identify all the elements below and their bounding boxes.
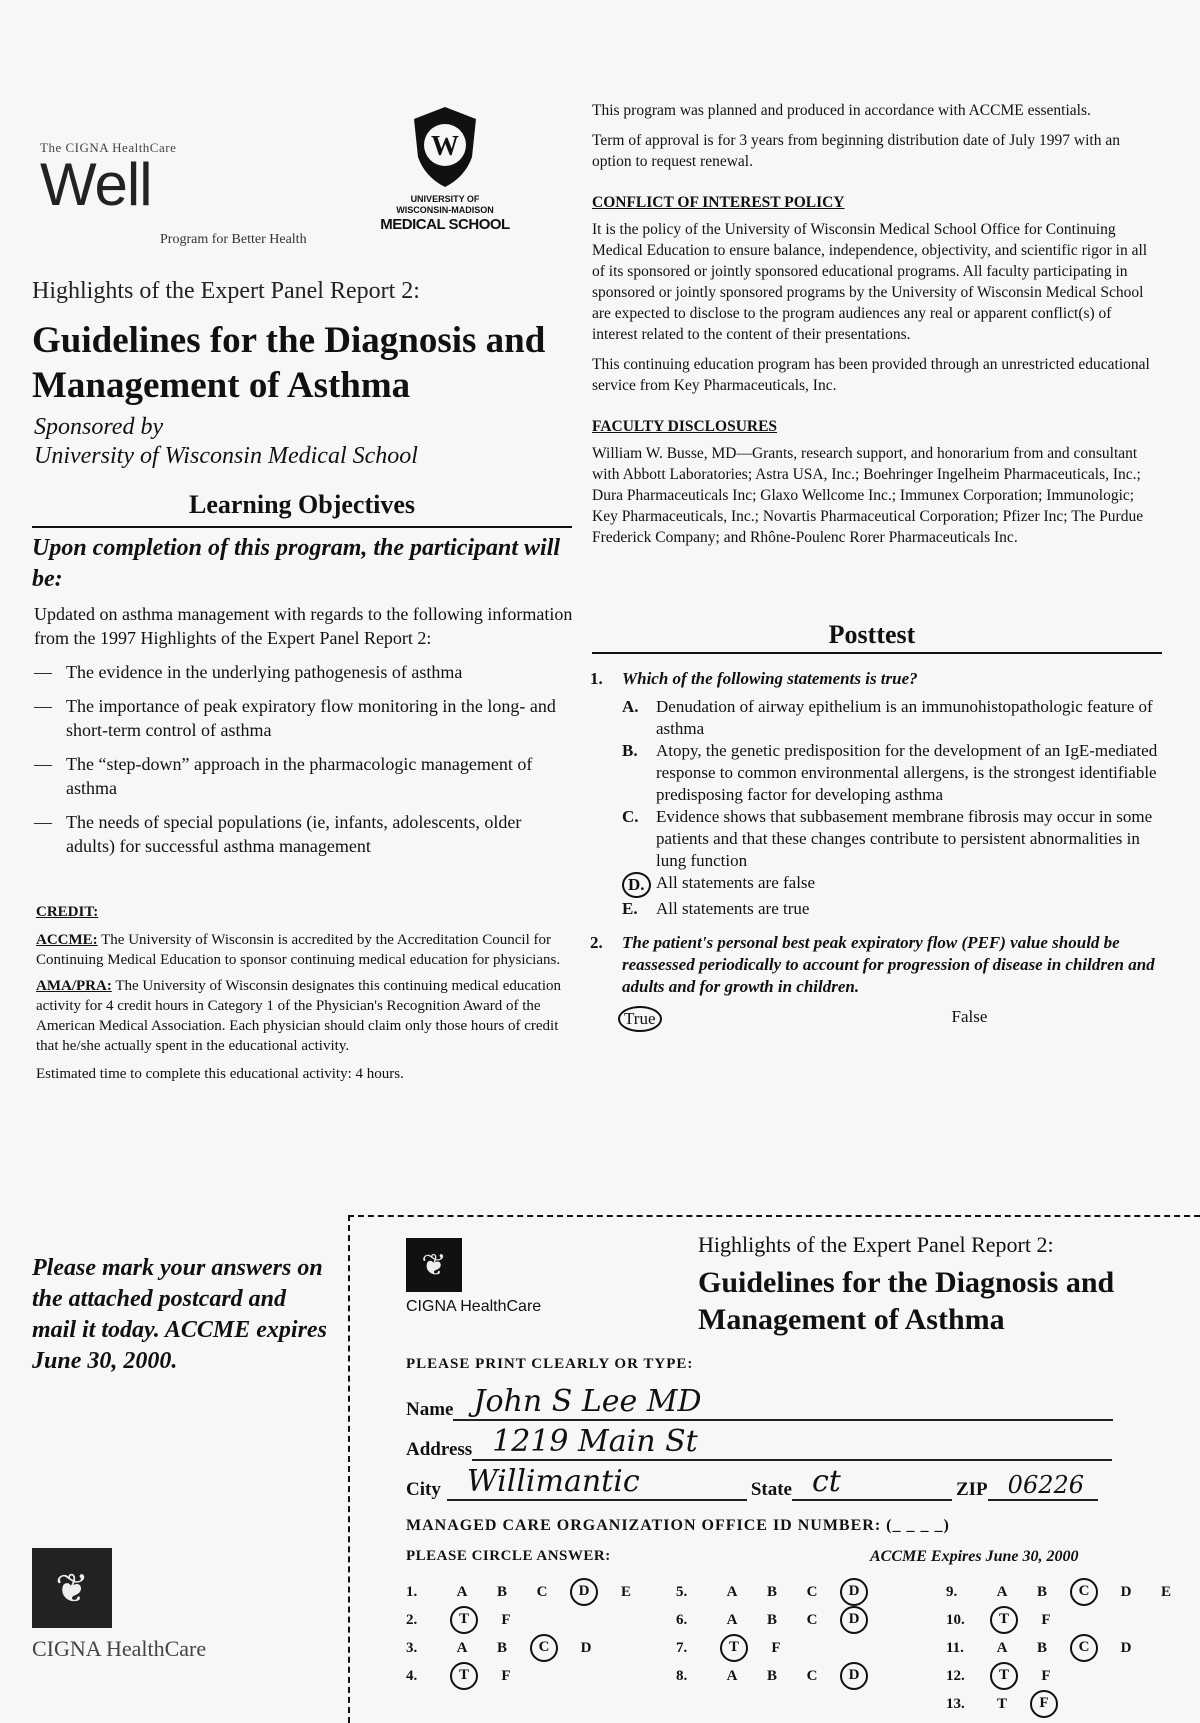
name-field[interactable]: Name John S Lee MD xyxy=(406,1384,1113,1421)
answer-choice[interactable]: D xyxy=(580,1639,592,1656)
answer-choice-selected[interactable]: T xyxy=(990,1662,1018,1690)
cigna-logo xyxy=(32,1548,272,1662)
answer-choice[interactable]: D xyxy=(1120,1639,1132,1656)
answer-number: 13. xyxy=(946,1695,965,1712)
question-1-option-e: E. All statements are true xyxy=(622,899,810,918)
answer-choice-selected[interactable]: C xyxy=(530,1634,558,1662)
divider xyxy=(592,652,1162,654)
answer-choice[interactable]: A xyxy=(996,1639,1008,1656)
answer-choice[interactable]: A xyxy=(456,1639,468,1656)
well-top-text: The CIGNA HealthCare xyxy=(40,140,177,155)
list-item: — The importance of peak expiratory flow monitoring in the long- and short-term control of asthma xyxy=(34,696,556,740)
answer-choice[interactable]: F xyxy=(1041,1611,1051,1628)
list-item: — The needs of special populations (ie, infants, adolescents, older adults) for successful asthma management xyxy=(34,812,522,856)
answer-number: 2. xyxy=(406,1611,418,1628)
answer-choice[interactable]: B xyxy=(496,1583,507,1600)
answer-number: 10. xyxy=(946,1611,965,1628)
answer-row xyxy=(946,1690,1186,1718)
answer-row xyxy=(676,1606,876,1634)
learning-intro: Upon completion of this program, the participant will be: xyxy=(32,535,561,592)
answer-choice-selected[interactable]: C xyxy=(1070,1578,1098,1606)
answer-number: 4. xyxy=(406,1667,418,1684)
answer-choice[interactable]: A xyxy=(726,1667,738,1684)
answer-choice[interactable]: E xyxy=(1160,1583,1171,1600)
answer-choice[interactable]: C xyxy=(806,1611,818,1628)
answer-choice[interactable]: A xyxy=(726,1611,738,1628)
well-brand xyxy=(40,140,177,218)
accme-expires-label: ACCME Expires June 30, 2000 xyxy=(870,1548,1079,1565)
address-value[interactable]: 1219 Main St xyxy=(472,1424,1112,1461)
uw-crest-glyph: W xyxy=(431,131,459,162)
uw-crest-icon xyxy=(410,105,480,189)
answer-choice[interactable]: F xyxy=(501,1667,511,1684)
credit-heading: CREDIT: xyxy=(36,904,99,920)
answer-choice[interactable]: B xyxy=(496,1639,507,1656)
answer-choice[interactable]: A xyxy=(996,1583,1008,1600)
highlights-subtitle: Highlights of the Expert Panel Report 2: xyxy=(32,278,420,304)
answer-choice-selected[interactable]: D xyxy=(840,1606,868,1634)
answer-choice[interactable]: A xyxy=(726,1583,738,1600)
answer-row xyxy=(946,1634,1186,1662)
answer-column-1 xyxy=(406,1578,646,1690)
answer-row xyxy=(406,1634,646,1662)
answer-choice-selected[interactable]: D xyxy=(840,1578,868,1606)
answer-column-3 xyxy=(946,1578,1186,1718)
answer-choice[interactable]: B xyxy=(766,1611,777,1628)
answer-choice-selected[interactable]: C xyxy=(1070,1634,1098,1662)
false-choice: False xyxy=(951,1007,988,1026)
answer-choice[interactable]: C xyxy=(806,1583,818,1600)
posttest-heading: Posttest xyxy=(828,620,916,649)
answer-number: 11. xyxy=(946,1639,964,1656)
answer-row xyxy=(406,1662,646,1690)
card-cigna-text: CIGNA HealthCare xyxy=(406,1298,542,1315)
answer-choice[interactable]: C xyxy=(536,1583,548,1600)
accme-paragraph: ACCME: The University of Wisconsin is accredited by the Accreditation Council for Continuing Medical Education to sponsor continuing medical education for physicians. xyxy=(36,932,561,968)
answer-number: 7. xyxy=(676,1639,688,1656)
state-value[interactable]: ct xyxy=(792,1464,952,1501)
objectives-lead: Updated on asthma management with regards to the following information from the 1997 Highlights of the Expert Panel Report 2: xyxy=(34,604,573,648)
sponsored-by-label: Sponsored by xyxy=(34,414,164,440)
answer-choice[interactable]: E xyxy=(620,1583,631,1600)
answer-choice-selected[interactable]: T xyxy=(720,1634,748,1662)
question-1-stem: 1. Which of the following statements is true? xyxy=(590,669,918,688)
divider xyxy=(32,526,572,528)
cigna-brand-text: CIGNA HealthCare xyxy=(32,1636,207,1661)
answer-choice[interactable]: D xyxy=(1120,1583,1132,1600)
card-title: Guidelines for the Diagnosis and Management of Asthma xyxy=(698,1266,1115,1336)
estimated-time: Estimated time to complete this educational activity: 4 hours. xyxy=(36,1066,404,1082)
question-2-stem: 2. The patient's personal best peak expiratory flow (PEF) value should be reassessed periodically to account for progression of disease in children and adults and for growth in children. xyxy=(590,933,1155,996)
answer-choice[interactable]: B xyxy=(1036,1583,1047,1600)
faculty-disclosures-text: William W. Busse, MD—Grants, research support, and honorarium from and consultant with Abbott Laboratories; Astra USA, Inc.; Boehringer Ingelheim Pharmaceuticals, Inc.; Dura Pharmaceuticals Inc; Glaxo Wellcome Inc.; Immunex Corporation; Immunologic; Key Pharmaceuticals, Inc.; Novartis Pharmaceutical Corporation; Pfizer Inc; The Purdue Frederick Company; and Rhône-Poulenc Rorer Pharmaceuticals Inc. xyxy=(592,445,1144,546)
postcard-cut-line xyxy=(348,1215,350,1723)
question-1-option-c: C. Evidence shows that subbasement membrane fibrosis may occur in some patients and that these changes contribute to persistent abnormalities in lung function xyxy=(622,807,1153,870)
answer-choice[interactable]: B xyxy=(1036,1639,1047,1656)
list-item: — The evidence in the underlying pathogenesis of asthma xyxy=(34,662,463,682)
answer-row xyxy=(676,1578,876,1606)
answer-choice[interactable]: F xyxy=(1041,1667,1051,1684)
uw-line2: WISCONSIN-MADISON xyxy=(396,205,494,215)
question-1-option-d: D. All statements are false xyxy=(622,872,1160,898)
page-title: Guidelines for the Diagnosis and Management of Asthma xyxy=(32,320,546,406)
postcard-cut-line xyxy=(348,1215,1200,1217)
right-column xyxy=(592,100,1152,557)
answer-choice-selected[interactable]: D xyxy=(570,1578,598,1606)
answer-row xyxy=(406,1606,646,1634)
posttest-questions xyxy=(590,668,1160,1032)
answer-choice[interactable]: T xyxy=(996,1695,1007,1712)
coi-heading: CONFLICT OF INTEREST POLICY xyxy=(592,194,845,211)
uw-line1: UNIVERSITY OF xyxy=(410,194,480,204)
address-field[interactable]: Address 1219 Main St xyxy=(406,1424,1112,1461)
circle-answer-label: PLEASE CIRCLE ANSWER: xyxy=(406,1548,611,1564)
learning-objectives-heading: Learning Objectives xyxy=(188,490,416,519)
answer-choice[interactable]: F xyxy=(501,1611,511,1628)
answer-row xyxy=(946,1578,1186,1606)
list-item: — The “step-down” approach in the pharmacologic management of asthma xyxy=(34,754,533,798)
well-tagline: Program for Better Health xyxy=(160,232,307,247)
print-clearly-label: PLEASE PRINT CLEARLY OR TYPE: xyxy=(406,1356,694,1372)
answer-number: 6. xyxy=(676,1611,688,1628)
credit-section xyxy=(36,902,576,1084)
grant-text: This continuing education program has been provided through an unrestricted educational service from Key Pharmaceuticals, Inc. xyxy=(592,356,1150,394)
name-value[interactable]: John S Lee MD xyxy=(453,1384,1113,1421)
answer-row xyxy=(676,1662,876,1690)
uw-line3: MEDICAL SCHOOL xyxy=(380,216,510,233)
answer-number: 3. xyxy=(406,1639,418,1656)
answer-number: 8. xyxy=(676,1667,688,1684)
coi-text: It is the policy of the University of Wisconsin Medical School Office for Continuing Medical Education to ensure balance, independence, objectivity, and scientific rigor in all of its sponsored or jointly sponsored educational programs. All faculty participating in sponsored or jointly sponsored programs by the University of Wisconsin Medical School are expected to disclose to the program audiences any real or apparent conflict(s) of interest related to the content of their presentations. xyxy=(592,221,1148,343)
answer-choice[interactable]: B xyxy=(766,1667,777,1684)
answer-row xyxy=(406,1578,646,1606)
question-2-choices xyxy=(622,1006,1160,1032)
cigna-tree-icon: ❦ xyxy=(406,1238,462,1292)
question-1-option-b: B. Atopy, the genetic predisposition for the development of an IgE-mediated response to common environmental allergens, is the strongest identifiable predisposing factor for developing asthma xyxy=(622,741,1158,804)
answer-choice-selected[interactable]: T xyxy=(450,1606,478,1634)
mco-id-label: MANAGED CARE ORGANIZATION OFFICE ID NUMBER: (_ _ _ _) xyxy=(406,1517,950,1534)
well-logo-word: Well xyxy=(40,151,152,218)
objectives-list xyxy=(34,602,574,868)
card-cigna-logo xyxy=(406,1238,541,1316)
answer-choice[interactable]: F xyxy=(771,1639,781,1656)
city-value[interactable]: Willimantic xyxy=(447,1464,747,1501)
answer-number: 5. xyxy=(676,1583,688,1600)
accme-essentials: This program was planned and produced in accordance with ACCME essentials. xyxy=(592,102,1091,119)
answer-choice-selected[interactable]: T xyxy=(450,1662,478,1690)
question-1-option-a: A. Denudation of airway epithelium is an immunohistopathologic feature of asthma xyxy=(622,697,1153,738)
true-choice: True xyxy=(618,1006,662,1032)
mail-note: Please mark your answers on the attached postcard and mail it today. ACCME expires June 30, 2000. xyxy=(32,1255,327,1374)
answer-row xyxy=(946,1662,1186,1690)
sponsor-name: University of Wisconsin Medical School xyxy=(34,443,418,469)
uw-medical-school-logo xyxy=(380,105,510,233)
answer-number: 1. xyxy=(406,1583,418,1600)
answer-choice-selected[interactable]: D xyxy=(840,1662,868,1690)
answer-choice-selected[interactable]: F xyxy=(1030,1690,1058,1718)
answer-choice[interactable]: C xyxy=(806,1667,818,1684)
answer-row xyxy=(946,1606,1186,1634)
cigna-tree-icon: ❦ xyxy=(32,1548,112,1628)
term-of-approval: Term of approval is for 3 years from beginning distribution date of July 1997 with an option to request renewal. xyxy=(592,132,1120,170)
answer-number: 12. xyxy=(946,1667,965,1684)
zip-value[interactable]: 06226 xyxy=(988,1471,1098,1501)
ama-pra-paragraph: AMA/PRA: The University of Wisconsin designates this continuing medical education activity for 4 credit hours in Category 1 of the Physician's Recognition Award of the American Medical Association. Each physician should claim only those hours of credit that he/she actually spent in the educational activity. xyxy=(36,978,562,1054)
answer-column-2 xyxy=(676,1578,876,1690)
city-state-zip-field[interactable]: City Willimantic State ct ZIP 06226 xyxy=(406,1464,1098,1501)
faculty-disclosures-heading: FACULTY DISCLOSURES xyxy=(592,418,778,435)
answer-row xyxy=(676,1634,876,1662)
answer-choice-selected[interactable]: T xyxy=(990,1606,1018,1634)
card-subtitle: Highlights of the Expert Panel Report 2: xyxy=(698,1232,1054,1257)
sponsor-block xyxy=(34,413,418,471)
answer-circle: D. xyxy=(622,872,651,898)
answer-number: 9. xyxy=(946,1583,958,1600)
answer-choice[interactable]: B xyxy=(766,1583,777,1600)
answer-choice[interactable]: A xyxy=(456,1583,468,1600)
